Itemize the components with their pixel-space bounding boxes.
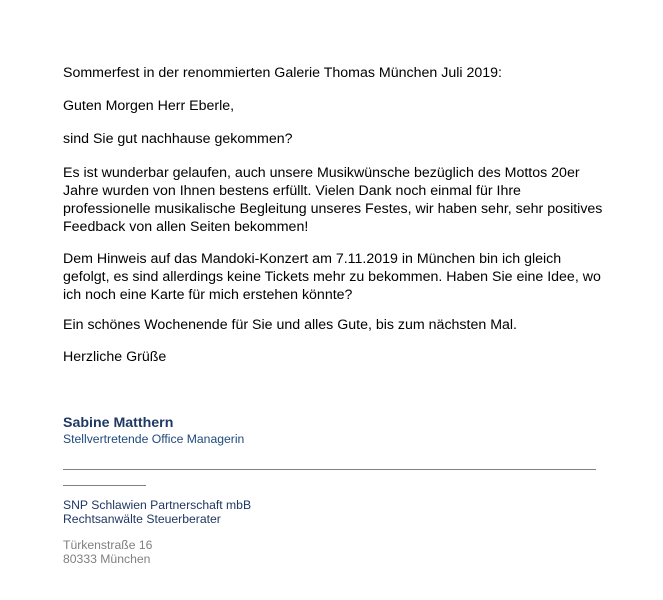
letter-question: sind Sie gut nachhause gekommen? xyxy=(63,131,293,147)
signature-title: Stellvertretende Office Managerin xyxy=(63,432,245,446)
address-city: 80333 München xyxy=(63,552,151,566)
address-street: Türkenstraße 16 xyxy=(63,538,153,552)
letter-paragraph: Dem Hinweis auf das Mandoki-Konzert am 7.11.2019 in München bin ich gleich gefolgt, es sind allerdings keine Tickets mehr zu bekommen. Haben Sie eine Idee, wo ich noch eine Karte für mich erstehen könnte? xyxy=(63,251,601,303)
signature-short-divider xyxy=(63,485,146,486)
letter-paragraph: Es ist wunderbar gelaufen, auch unsere Musikwünsche bezüglich des Mottos 20er Jahre wurden von Ihnen bestens erfüllt. Vielen Dank noch einmal für Ihre professionelle musikalische Begleitung unseres Festes, wir haben sehr, sehr positives Feedback von allen Seiten bekommen! xyxy=(63,165,603,235)
letter-closing: Herzliche Grüße xyxy=(63,349,167,365)
letter-paragraph: Ein schönes Wochenende für Sie und alles Gute, bis zum nächsten Mal. xyxy=(63,317,517,333)
firm-type: Rechtsanwälte Steuerberater xyxy=(63,512,221,526)
letter-greeting: Guten Morgen Herr Eberle, xyxy=(63,98,235,114)
signature-name: Sabine Matthern xyxy=(63,415,174,431)
signature-divider xyxy=(63,469,596,470)
firm-name: SNP Schlawien Partnerschaft mbB xyxy=(63,498,252,512)
letter-subject: Sommerfest in der renommierten Galerie Thomas München Juli 2019: xyxy=(63,65,502,81)
